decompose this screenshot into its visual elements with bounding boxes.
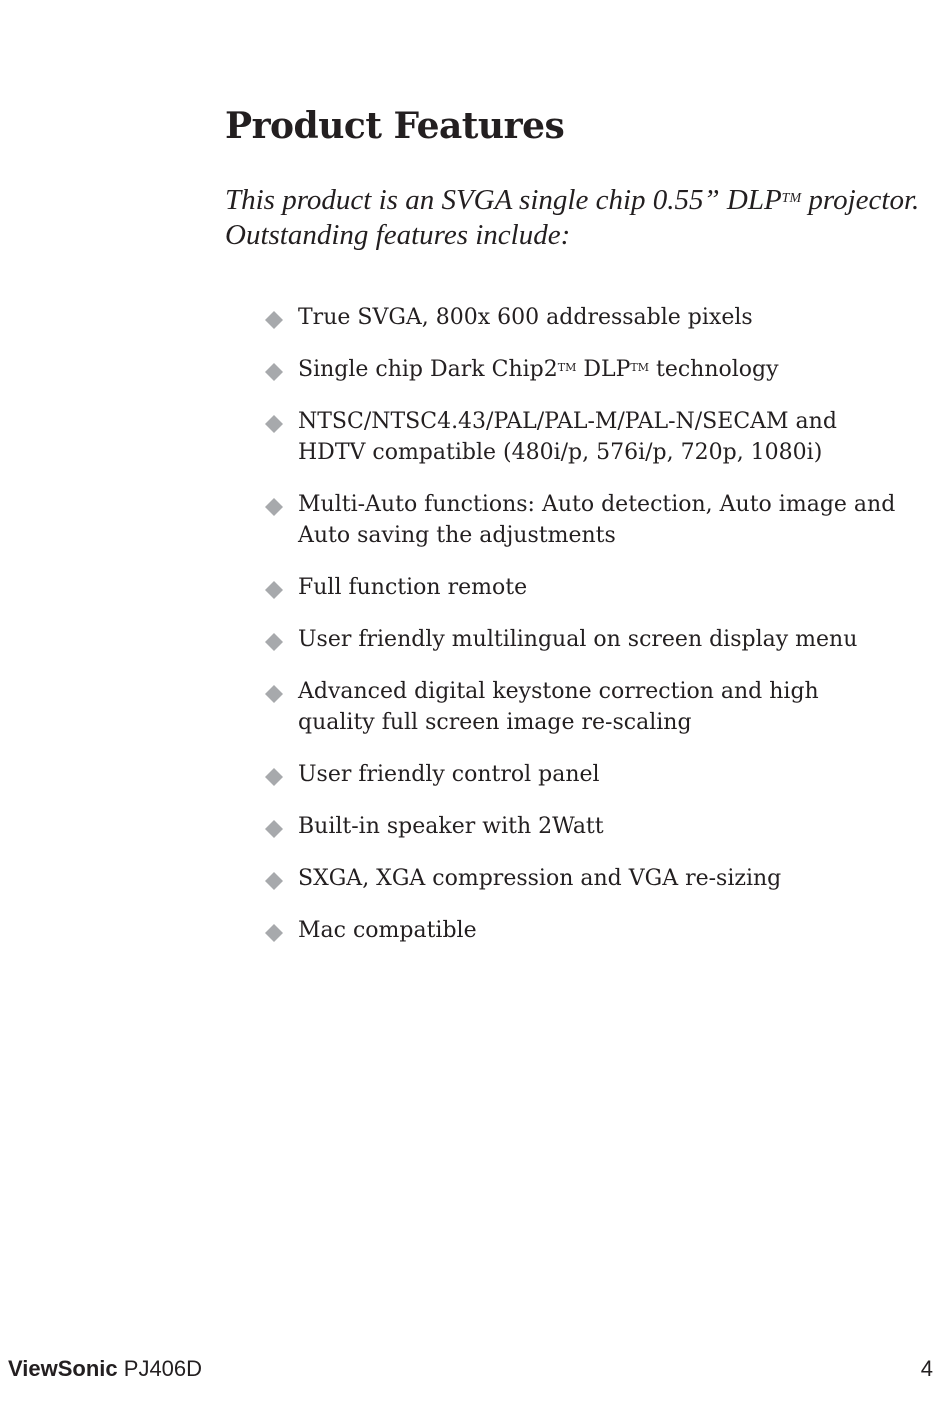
feature-text: SXGA, XGA compression and VGA re-sizing bbox=[298, 866, 782, 891]
feature-item bbox=[264, 624, 924, 655]
feature-text-line1: NTSC/NTSC4.43/PAL/PAL-M/PAL-N/SECAM and bbox=[298, 409, 837, 434]
feature-text: Full function remote bbox=[298, 575, 528, 600]
feature-text-line2: quality full screen image re-scaling bbox=[298, 710, 692, 735]
trademark-mark: TM bbox=[781, 191, 802, 206]
feature-text: User friendly control panel bbox=[298, 762, 600, 787]
feature-item bbox=[264, 676, 924, 738]
page-footer bbox=[0, 1354, 950, 1384]
intro-text: This product is an SVGA single chip 0.55” DLP bbox=[225, 184, 782, 216]
feature-text-line1: Advanced digital keystone correction and high bbox=[298, 679, 819, 704]
model-name: PJ406D bbox=[123, 1356, 203, 1381]
feature-text: DLP bbox=[576, 357, 631, 382]
diamond-icon bbox=[264, 819, 284, 839]
feature-text: User friendly multilingual on screen display menu bbox=[298, 627, 858, 652]
intro-text-line2: Outstanding features include: bbox=[225, 219, 571, 251]
feature-item bbox=[264, 572, 924, 603]
diamond-icon bbox=[264, 310, 284, 330]
page-number: 4 bbox=[920, 1356, 933, 1381]
diamond-icon bbox=[264, 414, 284, 434]
feature-item bbox=[264, 863, 924, 894]
feature-item bbox=[264, 406, 924, 468]
trademark-mark: TM bbox=[630, 361, 649, 374]
intro-text-end: projector. bbox=[801, 184, 920, 216]
diamond-icon bbox=[264, 362, 284, 382]
diamond-icon bbox=[264, 497, 284, 517]
diamond-icon bbox=[264, 580, 284, 600]
feature-text: Single chip Dark Chip2 bbox=[298, 357, 558, 382]
feature-item bbox=[264, 759, 924, 790]
trademark-mark: TM bbox=[557, 361, 577, 374]
intro-paragraph bbox=[225, 183, 937, 253]
feature-text-line2: HDTV compatible (480i/p, 576i/p, 720p, 1080i) bbox=[298, 440, 823, 465]
feature-text: Built-in speaker with 2Watt bbox=[298, 814, 604, 839]
feature-item bbox=[264, 489, 924, 551]
feature-text-line1: Multi-Auto functions: Auto detection, Auto image and bbox=[298, 492, 896, 517]
feature-text-line2: Auto saving the adjustments bbox=[298, 523, 616, 548]
diamond-icon bbox=[264, 767, 284, 787]
footer-brand bbox=[8, 1354, 202, 1384]
diamond-icon bbox=[264, 632, 284, 652]
feature-text: Mac compatible bbox=[298, 918, 477, 943]
feature-item bbox=[264, 302, 924, 333]
feature-text: technology bbox=[649, 357, 779, 382]
feature-item bbox=[264, 354, 924, 385]
feature-list bbox=[264, 302, 924, 967]
feature-text: True SVGA, 800x 600 addressable pixels bbox=[298, 305, 753, 330]
brand-name: ViewSonic bbox=[8, 1356, 118, 1381]
page-title: Product Features bbox=[225, 105, 565, 147]
diamond-icon bbox=[264, 684, 284, 704]
diamond-icon bbox=[264, 871, 284, 891]
feature-item bbox=[264, 915, 924, 946]
feature-item bbox=[264, 811, 924, 842]
diamond-icon bbox=[264, 923, 284, 943]
